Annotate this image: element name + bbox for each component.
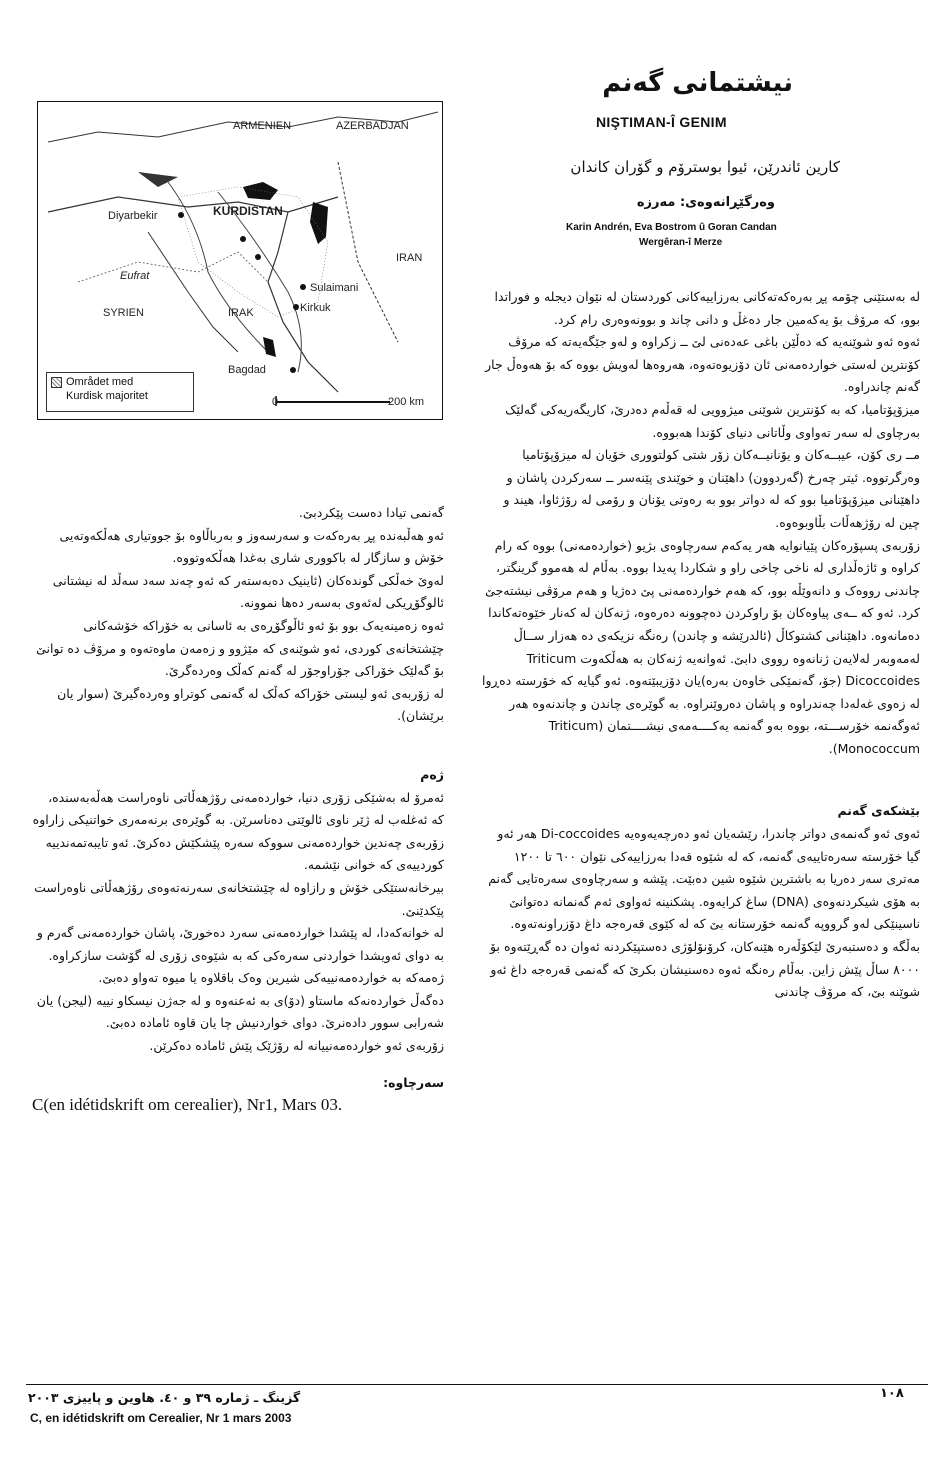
paragraph: له‌ به‌ستێنی چۆمه‌ پڕ به‌ره‌که‌ته‌کانی به‌رزاییه‌کانی کوردستان له‌ نێوان دیجله‌ و فوراتدا بوو، که‌ مرۆڤ بۆ یه‌که‌مین جار ده‌غڵ و دانی چاند و بوونه‌وه‌ری رام کرد. (494, 289, 920, 327)
authors-kurdish: کارین ئاندرێن، ئیوا بوسترۆم و گۆران کاندان (570, 158, 840, 176)
paragraph: ئه‌و هه‌ڵبه‌نده‌ پڕ به‌ره‌که‌ت و سه‌رسه‌وز و به‌رباڵاوه‌ بۆ جووتیاری هه‌ڵکه‌وته‌یی خۆش و سازگار له‌ باکووری شاری به‌غدا هه‌ڵکه‌وتووه‌. (59, 527, 444, 566)
translator-latin: Wergêran-î Merze (639, 237, 723, 248)
map-label-azerbaijan: AZERBADJAN (336, 120, 409, 132)
paragraph: ده‌گه‌ڵ خوارده‌نه‌که‌ ماستاو (دۆ)ی به‌ ئه‌عنه‌وه‌ و له‌ جه‌ژن نیسکاو نییه‌ (لیجن) یان شه‌رابی سوور داده‌نرێ. دوای خواردنیش چا یان قاوه‌ ئاماده‌ ده‌بێ. (36, 992, 444, 1031)
paragraph: میزۆپۆتامیا، که‌ به‌ کۆنترین شوێنی میژوویی له‌ قه‌ڵه‌م ده‌درێ، کاریگه‌ریه‌کی گه‌لێک به‌رچاوی له‌ سه‌ر ته‌واوی وڵاتانی دنیای کۆندا هه‌بووه‌. (505, 401, 920, 440)
source-reference: C(en idétidskrift om cerealier), Nr1, Mars 03. (32, 1095, 343, 1115)
kurdistan-map (37, 101, 443, 420)
footer-reference-latin: C, en idétidskrift om Cerealier, Nr 1 mars 2003 (30, 1411, 292, 1425)
paragraph: گه‌نمی تیادا ده‌ست پێکردبێ. (298, 505, 444, 520)
paragraph: ئه‌وه‌ ئه‌و شوێنه‌یه‌ که‌ ده‌ڵێن باغی عه‌ده‌نی لێ ــ زکراوه‌ و له‌و جێگه‌یه‌ته‌ که‌ مرۆڤ کۆنترین له‌ستی خوارده‌مه‌نی ئان دۆزیوه‌ته‌وه‌، هه‌روه‌ها له‌ویش بووه‌ که‌ بۆ هه‌وه‌ڵ جار گه‌نم چاندراوه‌. (485, 334, 920, 395)
translator-kurdish: وه‌رگێڕانه‌وه‌ی: مه‌رزه‌ (636, 195, 775, 210)
left-column (32, 502, 444, 1117)
right-column (480, 286, 920, 1004)
map-label-kirkuk: Kirkuk (300, 302, 331, 314)
authors-latin: Karin Andrén, Eva Bostrom û Goran Candan (566, 222, 777, 233)
legend-hatch-icon (51, 377, 62, 388)
paragraph: له‌وێ خه‌ڵکی گونده‌کان (ئاینیک ده‌به‌سته‌ر که‌ ئه‌و چه‌ند سه‌د سه‌ڵد له‌ نیشتانی ئالوگۆڕیکی له‌ئه‌وی به‌سه‌ر ده‌ها نموونه‌. (52, 572, 444, 611)
map-label-syria: SYRIEN (103, 307, 144, 319)
section-heading-cradle: بێشکه‌ی گه‌نم (837, 803, 920, 819)
map-label-kurdistan: KURDISTAN (213, 204, 283, 218)
paragraph: زۆربه‌ی ئه‌و خوارده‌مه‌نییانه‌ له‌ رۆژێک پێش ئاماده‌ ده‌کرێن. (149, 1038, 444, 1054)
map-label-sulaimani: Sulaimani (310, 282, 359, 294)
map-legend (46, 372, 194, 412)
map-label-armenia: ARMENIEN (233, 120, 292, 132)
page-number: ١٠٨ (880, 1386, 904, 1401)
paragraph: بیرخانه‌ستێکی خۆش و رازاوه‌ له‌ چێشتخانه‌ی سه‌رنه‌ته‌وه‌ی رۆژهه‌ڵاتی ناوه‌راست پێکدێنێ. (34, 879, 444, 918)
legend-line-2: Kurdisk majoritet (66, 390, 148, 402)
paragraph: ئه‌وه‌ زه‌مینه‌یه‌ک بوو بۆ ئه‌و ئاڵوگۆڕه‌ی به‌ ئاسانی به‌ خۆراکه‌ خۆشه‌کانی چێشتخانه‌ی کوردی، ئه‌و شوێنه‌ی که‌ مێژوو و زه‌مه‌ن ماوه‌ته‌وه‌ و مرۆڤ ده‌ توانێ بۆ گه‌لێک خۆراکی جۆراوجۆر له‌ گه‌نم که‌ڵک وه‌رده‌گرێ. (36, 617, 444, 679)
footer-journal: گزینگ ـ ژماره‌ ٣٩ و ٤٠. هاوین و پاییزی ٢٠٠٣ (28, 1390, 301, 1405)
map-scale-zero: 0 (272, 396, 279, 408)
article-title-latin: NIŞTIMAN-Î GENIM (596, 114, 727, 130)
map-label-iran: IRAN (396, 252, 423, 264)
article-title-kurdish: نیشتمانی گه‌نم (602, 68, 793, 98)
section-heading-meal: ژه‌م (420, 766, 444, 782)
map-scale-label: 200 km (388, 396, 425, 408)
footer-rule (26, 1384, 928, 1385)
legend-line-1: Området med (66, 376, 134, 388)
paragraph: زۆربه‌ی پسپۆره‌کان پێیانوایه‌ هه‌ر یه‌که‌م سه‌رچاوه‌ی بژیو (خوارده‌مه‌نی) بووه‌ که‌ رام کراوه‌ و ئاژه‌ڵداری له‌ ناخی چاخی راو و شکاردا په‌یدا بووه‌. به‌ڵام له‌ هه‌موو گرینگتر، چاندنی رووه‌ک و دانه‌وێڵه‌ بوو، که‌ هه‌م خوارده‌مه‌نی پێ ده‌ژیا و هه‌م مرۆڤی نیشته‌جێ کرد. ئه‌و که‌ ــه‌ی پیاوه‌کان بۆ راوکردن ده‌چوونه‌ ده‌ره‌وه‌، ژنه‌کان له‌ که‌نار خێوه‌ته‌کاندا ده‌مانه‌وه‌. داهێنانی کشتوکاڵ (ئالدرێشه‌ و چاندن) ره‌نگه‌ نزیکه‌ی ده‌ هه‌زار ســاڵ له‌مه‌وبه‌ر له‌لایه‌ن ژنانه‌وه‌ رووی دابێ. ئه‌وانه‌یه‌ ژنه‌کان به‌ هه‌ڵکه‌وت Triticum Dicoccoides (جۆ، گه‌نمێکی خاوه‌ن به‌ره‌)یان دۆزیبێته‌وه‌. ئه‌و گیایه‌ که‌ خۆرسته‌ ده‌ڕوا له‌ زه‌وی غه‌له‌دا چه‌ندراوه‌ و پاشان ده‌روێنراوه‌. به‌ گوێره‌ی چاندن و چاندنه‌وه‌ هه‌ر ئه‌وگه‌نمه‌ خۆرســـته‌، بووه‌ به‌و گه‌نمه‌ یه‌کــــه‌مه‌ی نیشــــتمان (Triticum Monococcum). (481, 537, 920, 756)
paragraph: مــ ری کۆن، عیبــه‌کان و یۆنانیــه‌کان زۆر شتی کولتووری خۆیان له‌ میزۆپۆتامیا وه‌رگرتووه‌. ئیتر چه‌رخ (گه‌ردوون) داهێنان و خوێندی پێنه‌سر ــ سه‌رکردن پاشان و داهێنانی میزۆپۆتامیا بوو که‌ له‌ دواتر بوو به‌ ره‌وتی یۆنان و رۆمی له‌ رۆژئاوا، هیند و چین له‌ رۆژهه‌ڵات بڵاوبوه‌وه‌. (503, 447, 920, 530)
paragraph: له‌ خوانه‌که‌دا، له‌ پێشدا خوارده‌مه‌نی سه‌رد ده‌خورێ، پاشان خوارده‌مه‌نی گه‌رم و به‌ دوای ئه‌ویشدا خواردنی سه‌ره‌کی که‌ به‌ شێوه‌ی زۆری له‌ گۆشت سازکراوه‌. ژه‌مه‌که‌ به‌ خوارده‌مه‌نییه‌کی شیرین وه‌ک باقلاوه‌ یا میوه‌ ته‌واو ده‌بێ. (36, 925, 444, 986)
map-label-bagdad: Bagdad (228, 364, 266, 376)
map-label-eufrat: Eufrat (120, 270, 150, 282)
paragraph: له‌ زۆربه‌ی ئه‌و لیستی خۆراکه‌ که‌ڵک له‌ گه‌نمی کوتراو وه‌رده‌گیرێ (سوار یان برێشان). (57, 685, 444, 724)
map-label-diyarbakir: Diyarbekir (108, 210, 158, 222)
map-label-irak: IRAK (228, 307, 254, 319)
paragraph: ئه‌وی ئه‌و گه‌نمه‌ی دواتر چاندرا، رێشه‌یان ئه‌و ده‌رچه‌یه‌وه‌یه‌ Di-coccoides هه‌ر ئه‌و گیا خۆرسته‌ سه‌ره‌تاییه‌ی گه‌نمه‌، که‌ له‌ شێوه‌ قه‌دا به‌رزاییه‌کی نێوان ٦٠٠ تا ١٢٠٠ مه‌تری سه‌ر ده‌ریا به‌ باشترین شێوه‌ شین ده‌بێت. پێشه‌ و سه‌رچاوه‌ی سه‌ره‌تایی گه‌نم به‌ هۆی شیکردنه‌وه‌ی (DNA) ساغ کرایه‌وه‌. پشکنینه‌ ئه‌واوی ئه‌م گه‌نمانه‌ ده‌توانێ ناسینێکی له‌و گرووپه‌ گه‌نمه‌ خۆرستانه‌ بێ که‌ له‌ کێوی قه‌ره‌جه‌ داغ دۆزراونه‌ته‌وه‌. به‌ڵگه‌ و ده‌ستبه‌رێ لێکۆڵه‌ره‌ هێنه‌کان، کرۆنۆلۆژی ده‌ستپێکردنه‌ ئه‌وان ده‌ گه‌ڕێته‌وه‌ بۆ ٨٠٠٠ ساڵ پێش زاین. به‌ڵام ره‌نگه‌ ئه‌وه‌ ده‌سنیشان بکرێ که‌ گه‌نمی قه‌ره‌جه‌ داغ ئه‌و شوێنه‌ بێ، که‌ مرۆڤ چاندنی (488, 826, 920, 1000)
paragraph: ئه‌مرۆ له‌ به‌شێکی زۆری دنیا، خوارده‌مه‌نی رۆژهه‌ڵاتی ناوه‌راست هه‌ڵه‌به‌سنده‌، که‌ ئه‌غله‌ب له‌ ژێر ناوی ئالوێتی ده‌ناسرێن. به‌ گوێره‌ی برنه‌مه‌ری خواتنیکی زاراوه‌ زۆربه‌ی چه‌ندین خوارده‌مه‌نی سووکه‌ سه‌ره‌ پێشکێش ده‌کرێ. ئه‌و تایبه‌تمه‌ندییه‌ کوردییه‌ی که‌ خوانی نێشمه‌. (32, 789, 444, 873)
sources-label: سه‌رچاوه‌: (383, 1074, 444, 1090)
